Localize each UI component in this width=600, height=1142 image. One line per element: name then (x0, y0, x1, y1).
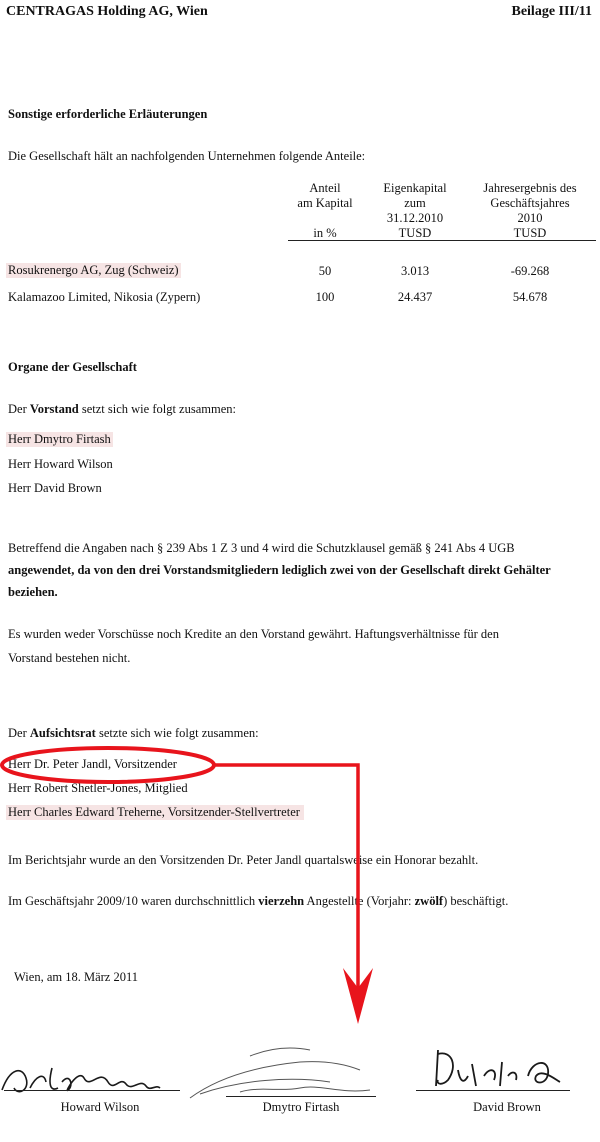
signature-line (416, 1090, 570, 1091)
signature-line (4, 1090, 180, 1091)
holding-share: 100 (315, 290, 335, 304)
signature-david-brown (432, 1040, 582, 1100)
column-header-equity: Eigenkapital zum 31.12.2010 TUSD (383, 181, 447, 240)
supervisory-member: Herr Charles Edward Treherne, Vorsitzender-Stellvertreter (6, 805, 304, 820)
holding-company: Kalamazoo Limited, Nikosia (Zypern) (8, 290, 201, 304)
section-title: Sonstige erforderliche Erläuterungen (8, 107, 208, 121)
company-header: CENTRAGAS Holding AG, Wien (6, 4, 208, 19)
supervisory-member: Herr Dr. Peter Jandl, Vorsitzender (8, 757, 177, 771)
holding-equity: 3.013 (400, 264, 430, 278)
board-member: Herr Howard Wilson (8, 457, 113, 471)
column-header-share: Anteil am Kapital in % (297, 181, 353, 240)
signature-line (226, 1096, 376, 1097)
column-header-result: Jahresergebnis des Geschäftsjahres 2010 TUSD (483, 181, 577, 240)
signatory-name: Dmytro Firtash (262, 1100, 340, 1114)
signatory-name: Howard Wilson (60, 1100, 140, 1114)
holding-result: -69.268 (510, 264, 550, 278)
attachment-label: Beilage III/11 (511, 4, 592, 19)
holding-company: Rosukrenergo AG, Zug (Schweiz) (8, 263, 179, 277)
protection-clause-line: beziehen. (8, 585, 58, 599)
organs-title: Organe der Gesellschaft (8, 360, 137, 374)
annotation-line (214, 765, 358, 1010)
board-member: Herr David Brown (8, 481, 102, 495)
protection-clause-line: Betreffend die Angaben nach § 239 Abs 1 Z 3 und 4 wird die Schutzklausel gemäß § 241 Abs 4 UGB (8, 541, 515, 555)
highlight-circle (2, 748, 214, 782)
employees-note: Im Geschäftsjahr 2009/10 waren durchschnittlich vierzehn Angestellte (Vorjahr: zwölf) beschäftigt. (8, 894, 509, 908)
holding-result: 54.678 (512, 290, 548, 304)
holding-equity: 24.437 (397, 290, 433, 304)
board-member: Herr Dmytro Firtash (8, 432, 111, 446)
signatory-name: David Brown (473, 1100, 541, 1114)
protection-clause-line: angewendet, da von den drei Vorstandsmitgliedern lediglich zwei von der Gesellschaft direkt Gehälter (8, 563, 551, 577)
remuneration-note: Im Berichtsjahr wurde an den Vorsitzenden Dr. Peter Jandl quartalsweise ein Honorar bezahlt. (8, 853, 479, 867)
place-date: Wien, am 18. März 2011 (14, 970, 138, 984)
loans-paragraph-line: Es wurden weder Vorschüsse noch Kredite an den Vorstand gewährt. Haftungsverhältnisse für den (8, 627, 499, 641)
supervisory-intro: Der Aufsichtsrat setzte sich wie folgt zusammen: (8, 726, 259, 740)
signature-howard-wilson (0, 1048, 180, 1108)
supervisory-member: Herr Robert Shetler-Jones, Mitglied (8, 781, 188, 795)
board-intro: Der Vorstand setzt sich wie folgt zusammen: (8, 402, 236, 416)
shareholdings-intro: Die Gesellschaft hält an nachfolgenden Unternehmen folgende Anteile: (8, 149, 366, 163)
holding-share: 50 (318, 264, 332, 278)
loans-paragraph-line: Vorstand bestehen nicht. (8, 651, 131, 665)
